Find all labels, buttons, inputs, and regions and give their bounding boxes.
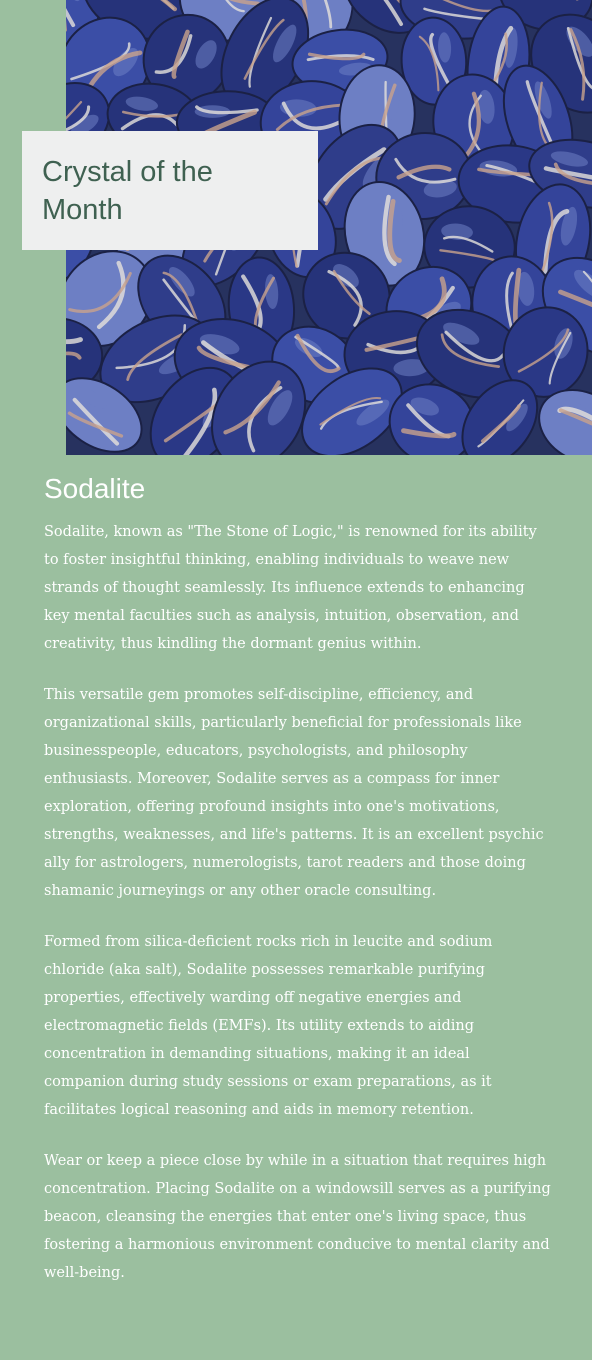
article-paragraph-4: Wear or keep a piece close by while in a situation that requires high concentration. Placing Sodalite on a windowsill serves as a purifying beacon, cleansing the energies that enter one's living space, thus fostering a harmonious environment conducive to mental clarity and well-being. [44,1153,551,1281]
article-paragraph-2: This versatile gem promotes self-discipline, efficiency, and organizational skills, particularly beneficial for professionals like businesspeople, educators, psychologists, and philosophy enthusiasts. Moreover, Sodalite serves as a compass for inner exploration, offering profound insights into one's motivations, strengths, weaknesses, and life's patterns. It is an excellent psychic ally for astrologers, numerologists, tarot readers and those doing shamanic journeyings or any other oracle consulting. [44,687,544,899]
page-title: Crystal of the Month [42,156,213,226]
article-paragraph-3: Formed from silica-deficient rocks rich in leucite and sodium chloride (aka salt), Sodalite possesses remarkable purifying properties, effectively warding off negative energies and electromagnetic fields (EMFs). Its utility extends to aiding concentration in demanding situations, making it an ideal companion during study sessions or exam preparations, as it facilitates logical reasoning and aids in memory retention. [44,934,493,1118]
article-paragraph-1: Sodalite, known as "The Stone of Logic," is renowned for its ability to foster insightful thinking, enabling individuals to weave new strands of thought seamlessly. Its influence extends to enhancing key mental faculties such as analysis, intuition, observation, and creativity, thus kindling the dormant genius within. [44,524,537,652]
crystal-name-heading: Sodalite [44,473,146,504]
title-box [22,131,318,250]
article-content [44,470,554,1310]
